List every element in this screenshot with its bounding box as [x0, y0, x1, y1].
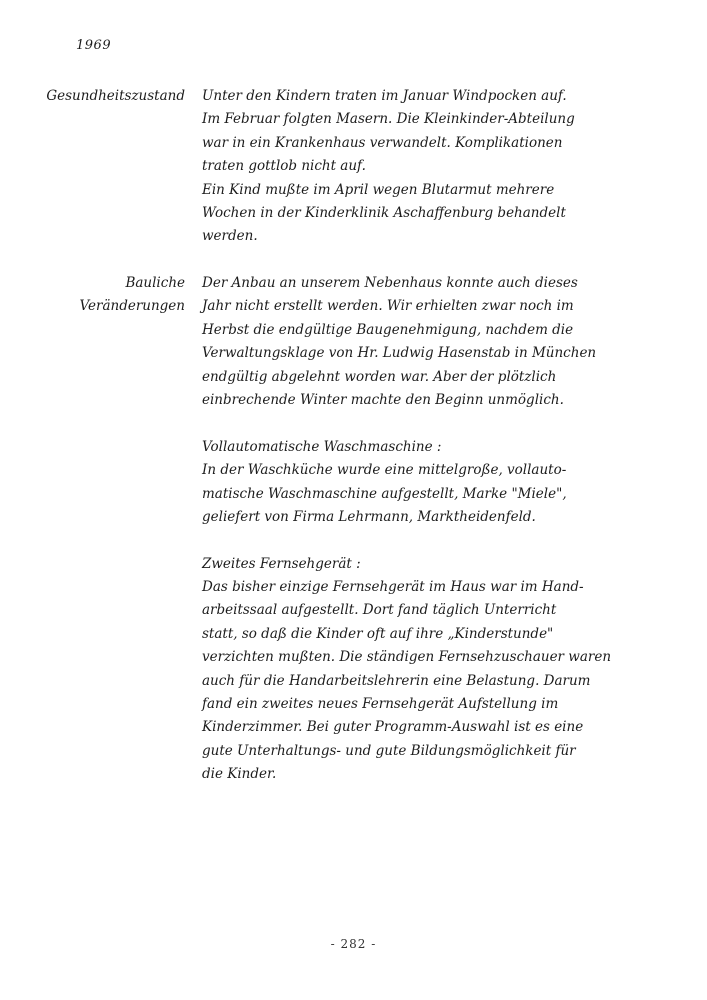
body-line: endgültig abgelehnt worden war. Aber der plötzlich	[202, 368, 557, 385]
body-line: Unter den Kindern traten im Januar Windpocken auf.	[202, 88, 567, 104]
subheading-second-tv: Zweites Fernsehgerät :	[202, 555, 361, 572]
body-line: arbeitssaal aufgestellt. Dort fand täglich Unterricht	[202, 602, 557, 619]
year-label: 1969	[76, 38, 112, 53]
heading-line: Veränderungen	[79, 298, 185, 315]
body-line: geliefert von Firma Lehrmann, Marktheidenfeld.	[202, 508, 536, 525]
section-body	[202, 85, 702, 249]
page-number: - 282 -	[330, 937, 377, 951]
body-line: Ein Kind mußte im April wegen Blutarmut mehrere	[202, 181, 555, 198]
section-body	[202, 272, 702, 787]
body-line: Im Februar folgten Masern. Die Kleinkinder-Abteilung	[202, 111, 575, 128]
body-line: die Kinder.	[202, 766, 277, 783]
body-line: verzichten mußten. Die ständigen Fernsehzuschauer waren	[202, 649, 612, 666]
body-line: Verwaltungsklage von Hr. Ludwig Hasenstab in München	[202, 345, 597, 362]
subheading-washing-machine: Vollautomatische Waschmaschine :	[202, 438, 442, 455]
body-line: traten gottlob nicht auf.	[202, 158, 366, 175]
blank-line	[202, 529, 702, 552]
body-line: Jahr nicht erstellt werden. Wir erhielten zwar noch im	[202, 298, 574, 315]
section-heading	[80, 272, 186, 319]
heading-line: Bauliche	[125, 275, 185, 291]
body-line: Wochen in der Kinderklinik Aschaffenburg behandelt	[202, 204, 566, 221]
body-line: Der Anbau an unserem Nebenhaus konnte auch dieses	[202, 275, 578, 291]
body-line: einbrechende Winter machte den Beginn unmöglich.	[202, 391, 564, 408]
section-heading	[46, 85, 185, 108]
body-line: gute Unterhaltungs- und gute Bildungsmöglichkeit für	[202, 742, 576, 759]
body-line: war in ein Krankenhaus verwandelt. Komplikationen	[202, 134, 563, 151]
body-line: auch für die Handarbeitslehrerin eine Belastung. Darum	[202, 672, 591, 689]
body-line: Kinderzimmer. Bei guter Programm-Auswahl ist es eine	[202, 719, 584, 736]
body-line: matische Waschmaschine aufgestellt, Marke "Miele",	[202, 485, 567, 502]
body-line: fand ein zweites neues Fernsehgerät Aufstellung im	[202, 696, 559, 713]
heading-line: Gesundheitszustand	[46, 88, 185, 104]
body-line: Das bisher einzige Fernsehgerät im Haus war im Hand-	[202, 579, 584, 596]
body-line: In der Waschküche wurde eine mittelgroße, vollauto-	[202, 462, 567, 479]
body-line: Herbst die endgültige Baugenehmigung, nachdem die	[202, 321, 574, 338]
body-line: statt, so daß die Kinder oft auf ihre „Kinderstunde"	[202, 625, 554, 642]
blank-line	[202, 412, 702, 435]
body-line: werden.	[202, 228, 258, 245]
